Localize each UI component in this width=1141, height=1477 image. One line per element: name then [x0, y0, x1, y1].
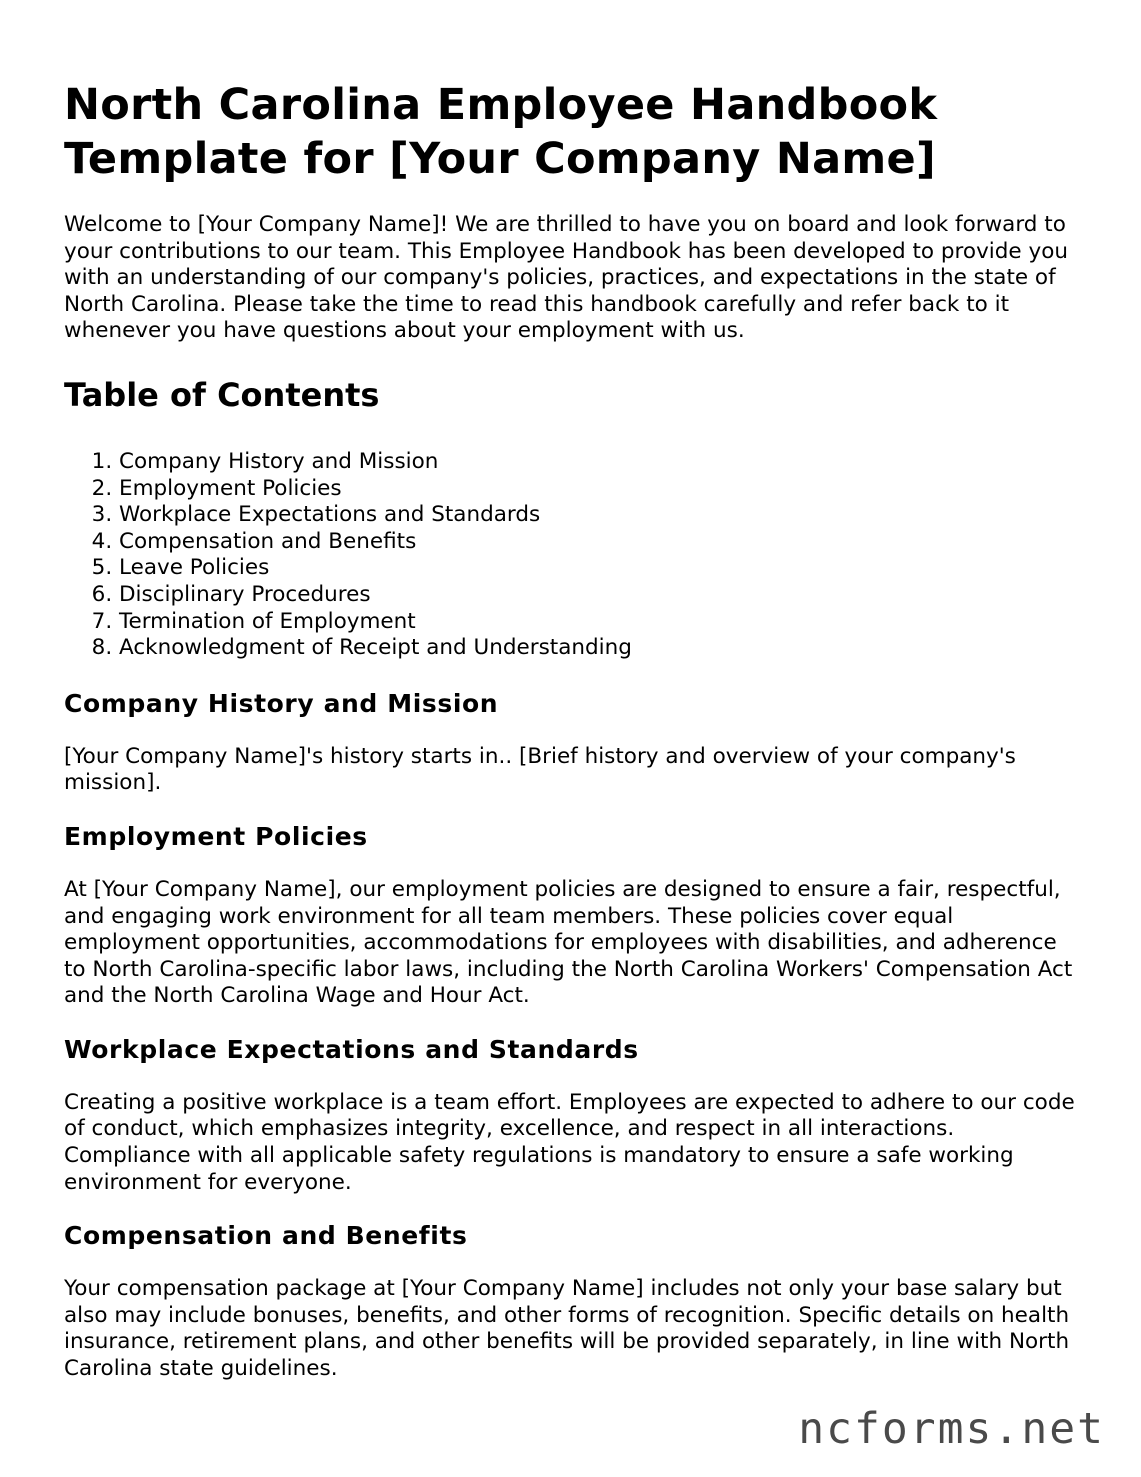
toc-item: 4. Compensation and Benefits: [119, 529, 1084, 556]
section-heading: Employment Policies: [64, 821, 368, 851]
toc-item: 8. Acknowledgment of Receipt and Understanding: [119, 635, 1084, 662]
section-employment-policies: [64, 821, 1084, 1010]
section-heading: Compensation and Benefits: [64, 1221, 468, 1251]
section-compensation-benefits: [64, 1220, 1084, 1382]
section-body: [Your Company Name]'s history starts in.. [Brief history and overview of your company's mission].: [64, 743, 1016, 796]
toc-item: 2. Employment Policies: [119, 476, 1084, 503]
toc-item: 7. Termination of Employment: [119, 609, 1084, 636]
section-workplace-expectations: [64, 1034, 1084, 1196]
toc-item: 6. Disciplinary Procedures: [119, 582, 1084, 609]
toc-heading: Table of Contents: [64, 375, 380, 414]
toc-item: 5. Leave Policies: [119, 555, 1084, 582]
section-body: Your compensation package at [Your Company Name] includes not only your base salary but also may include bonuses, benefits, and other forms of recognition. Specific details on health insurance, retirement plans, and other benefits will be provided separately, in line with North Carolina state guidelines.: [64, 1276, 1070, 1382]
toc-item: 1. Company History and Mission: [119, 449, 1084, 476]
section-company-history: [64, 688, 1084, 797]
section-heading: Workplace Expectations and Standards: [64, 1034, 639, 1064]
handbook-page: [64, 78, 1084, 1407]
table-of-contents: [64, 449, 1084, 662]
document-title: North Carolina Employee Handbook Template for [Your Company Name]: [64, 80, 938, 184]
toc-item: 3. Workplace Expectations and Standards: [119, 502, 1084, 529]
intro-paragraph: Welcome to [Your Company Name]! We are thrilled to have you on board and look forward to your contributions to our team. This Employee Handbook has been developed to provide you with an understanding of our company's policies, practices, and expectations in the state of North Carolina. Please take the time to read this handbook carefully and refer back to it whenever you have questions about your employment with us.: [64, 212, 1068, 344]
section-body: Creating a positive workplace is a team effort. Employees are expected to adhere to our code of conduct, which emphasizes integrity, excellence, and respect in all interactions. Compliance with all applicable safety regulations is mandatory to ensure a safe working environment for everyone.: [64, 1089, 1075, 1195]
site-watermark: ncforms.net: [798, 1404, 1105, 1454]
section-heading: Company History and Mission: [64, 688, 499, 718]
section-body: At [Your Company Name], our employment policies are designed to ensure a fair, respectful, and engaging work environment for all team members. These policies cover equal employment opportunities, accommodations for employees with disabilities, and adherence to North Carolina-specific labor laws, including the North Carolina Workers' Compensation Act and the North Carolina Wage and Hour Act.: [64, 876, 1073, 1009]
